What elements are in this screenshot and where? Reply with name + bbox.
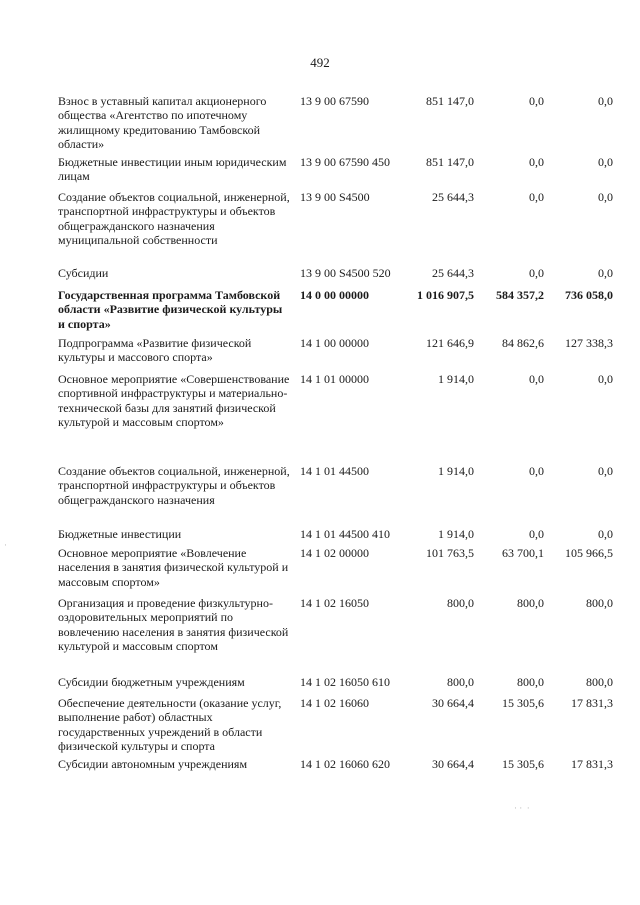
row-value-3: 0,0 [598,266,613,280]
row-description: Субсидии бюджетным учреждениям [58,675,245,689]
row-value-2: 800,0 [517,596,544,610]
row-value-1: 800,0 [447,596,474,610]
row-code: 14 1 02 16050 610 [300,675,390,689]
row-code: 13 9 00 67590 450 [300,155,390,169]
row-value-3: 0,0 [598,190,613,204]
row-description: Основное мероприятие «Совершенствование спортивной инфраструктуры и материально-технической базы для занятий физической культурой и массовым спортом» [58,372,290,429]
row-value-3: 105 966,5 [565,546,613,560]
row-value-3: 17 831,3 [571,757,613,771]
row-value-3: 0,0 [598,372,613,386]
row-value-3: 0,0 [598,464,613,478]
row-description: Основное мероприятие «Вовлечение населения в занятия физической культурой и массовым спортом» [58,546,289,589]
row-value-1: 30 664,4 [432,696,474,710]
row-value-1: 101 763,5 [426,546,474,560]
row-value-1: 851 147,0 [426,94,474,108]
row-value-3: 17 831,3 [571,696,613,710]
row-value-2: 800,0 [517,675,544,689]
row-value-2: 0,0 [529,266,544,280]
row-description: Создание объектов социальной, инженерной, транспортной инфраструктуры и объектов общегражданского назначения [58,464,290,507]
row-code: 13 9 00 S4500 [300,190,370,204]
row-description: Организация и проведение физкультурно-оздоровительных мероприятий по вовлечению населения в занятия физической культурой и массовым спортом [58,596,289,653]
row-code: 14 1 01 44500 [300,464,369,478]
row-code: 14 1 00 00000 [300,336,369,350]
row-value-3: 800,0 [586,675,613,689]
row-description: Создание объектов социальной, инженерной, транспортной инфраструктуры и объектов общегражданского назначения муниципальной собственности [58,190,290,247]
scan-speck: · [4,540,7,550]
row-value-2: 0,0 [529,94,544,108]
row-value-1: 1 016 907,5 [417,288,474,302]
row-code: 14 1 01 00000 [300,372,369,386]
row-value-2: 0,0 [529,372,544,386]
row-value-3: 800,0 [586,596,613,610]
row-description: Государственная программа Тамбовской области «Развитие физической культуры и спорта» [58,288,283,331]
row-value-1: 1 914,0 [438,372,474,386]
row-value-2: 0,0 [529,527,544,541]
row-value-3: 0,0 [598,94,613,108]
scan-speck: · · · [514,803,530,813]
row-value-2: 15 305,6 [502,757,544,771]
row-value-3: 127 338,3 [565,336,613,350]
row-description: Бюджетные инвестиции иным юридическим лицам [58,155,287,184]
row-code: 14 0 00 00000 [300,288,369,302]
row-value-2: 0,0 [529,190,544,204]
row-code: 14 1 01 44500 410 [300,527,390,541]
row-value-1: 1 914,0 [438,527,474,541]
page-number: 492 [310,55,330,70]
row-description: Обеспечение деятельности (оказание услуг, выполнение работ) областных государственных учреждений в области физической культуры и спорта [58,696,282,753]
row-value-2: 0,0 [529,464,544,478]
row-value-1: 121 646,9 [426,336,474,350]
row-value-1: 1 914,0 [438,464,474,478]
row-value-1: 30 664,4 [432,757,474,771]
row-value-1: 851 147,0 [426,155,474,169]
row-value-3: 0,0 [598,527,613,541]
row-value-1: 25 644,3 [432,190,474,204]
row-value-2: 584 357,2 [496,288,544,302]
row-description: Взнос в уставный капитал акционерного общества «Агентство по ипотечному жилищному кредитованию Тамбовской области» [58,94,267,151]
row-code: 14 1 02 16060 620 [300,757,390,771]
row-value-3: 736 058,0 [565,288,613,302]
row-code: 14 1 02 16050 [300,596,369,610]
row-description: Субсидии автономным учреждениям [58,757,248,771]
row-value-2: 0,0 [529,155,544,169]
row-description: Субсидии [58,266,109,280]
row-description: Подпрограмма «Развитие физической культуры и массового спорта» [58,336,252,365]
row-code: 14 1 02 16060 [300,696,369,710]
row-code: 14 1 02 00000 [300,546,369,560]
row-description: Бюджетные инвестиции [58,527,182,541]
row-value-2: 84 862,6 [502,336,544,350]
row-value-2: 63 700,1 [502,546,544,560]
row-code: 13 9 00 S4500 520 [300,266,391,280]
row-value-1: 25 644,3 [432,266,474,280]
row-value-1: 800,0 [447,675,474,689]
row-value-2: 15 305,6 [502,696,544,710]
row-value-3: 0,0 [598,155,613,169]
row-code: 13 9 00 67590 [300,94,369,108]
